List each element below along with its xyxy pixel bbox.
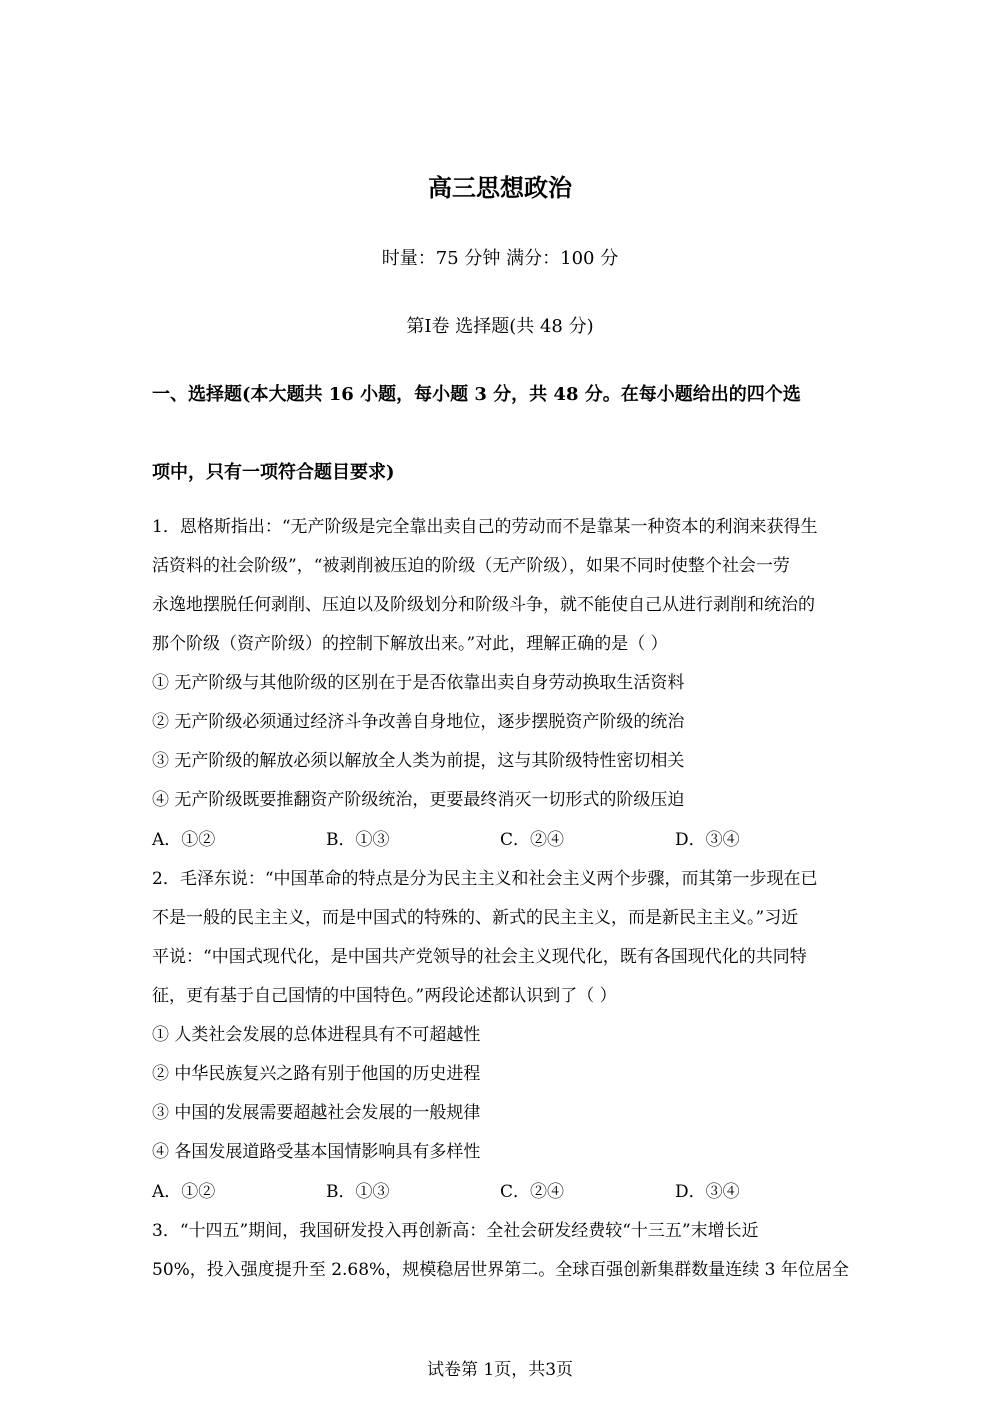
q1-statement: ④ 无产阶级既要推翻资产阶级统治，更要最终消灭一切形式的阶级压迫 [152, 790, 685, 810]
q2-option-a: A．①② [152, 1182, 216, 1202]
q1-option-c: C．②④ [500, 830, 565, 850]
q3-stem-line: 3．“十四五”期间，我国研发投入再创新高：全社会研发经费较“十三五”末增长近 [152, 1221, 759, 1241]
page-footer: 试卷第 1页，共3页 [426, 1360, 574, 1380]
q1-stem-line: 那个阶级（资产阶级）的控制下解放出来。”对此，理解正确的是（ ） [152, 634, 668, 654]
q2-option-d: D．③④ [675, 1182, 740, 1202]
q1-statement: ③ 无产阶级的解放必须以解放全人类为前提，这与其阶级特性密切相关 [152, 751, 685, 771]
section-heading-line-2: 项中，只有一项符合题目要求) [152, 462, 395, 483]
q1-stem-line: 活资料的社会阶级”，“被剥削被压迫的阶级（无产阶级），如果不同时使整个社会一劳 [152, 556, 790, 576]
q2-option-c: C．②④ [500, 1182, 565, 1202]
q2-stem-line: 不是一般的民主主义，而是中国式的特殊的、新式的民主主义，而是新民主主义。”习近 [152, 908, 799, 928]
q3-stem-line: 50%，投入强度提升至 2.68%，规模稳居世界第二。全球百强创新集群数量连续 3 年位居全 [152, 1260, 849, 1280]
q2-statement: ② 中华民族复兴之路有别于他国的历史进程 [152, 1064, 481, 1084]
q1-option-d: D．③④ [675, 830, 740, 850]
q2-statement: ③ 中国的发展需要超越社会发展的一般规律 [152, 1103, 481, 1123]
part-title: 第Ⅰ卷 选择题(共 48 分) [406, 316, 594, 337]
q2-stem-line: 2．毛泽东说：“中国革命的特点是分为民主主义和社会主义两个步骤，而其第一步现在已 [152, 869, 818, 889]
q2-option-b: B．①③ [326, 1182, 390, 1202]
q1-option-b: B．①③ [326, 830, 390, 850]
exam-info: 时量：75 分钟 满分：100 分 [381, 248, 619, 269]
q2-statement: ④ 各国发展道路受基本国情影响具有多样性 [152, 1142, 481, 1162]
q1-option-a: A．①② [152, 830, 216, 850]
q1-stem-line: 永逸地摆脱任何剥削、压迫以及阶级划分和阶级斗争，就不能使自己从进行剥削和统治的 [152, 595, 815, 615]
q1-statement: ① 无产阶级与其他阶级的区别在于是否依靠出卖自身劳动换取生活资料 [152, 673, 685, 693]
q2-statement: ① 人类社会发展的总体进程具有不可超越性 [152, 1025, 481, 1045]
q1-statement: ② 无产阶级必须通过经济斗争改善自身地位，逐步摆脱资产阶级的统治 [152, 712, 685, 732]
section-heading-line-1: 一、选择题(本大题共 16 小题，每小题 3 分，共 48 分。在每小题给出的四个选 [152, 384, 801, 405]
q2-stem-line: 征，更有基于自己国情的中国特色。”两段论述都认识到了（ ） [152, 986, 617, 1006]
q2-stem-line: 平说：“中国式现代化，是中国共产党领导的社会主义现代化，既有各国现代化的共同特 [152, 947, 807, 967]
page-title: 高三思想政治 [428, 174, 572, 202]
q1-stem-line: 1．恩格斯指出：“无产阶级是完全靠出卖自己的劳动而不是靠某一种资本的利润来获得生 [152, 517, 818, 537]
